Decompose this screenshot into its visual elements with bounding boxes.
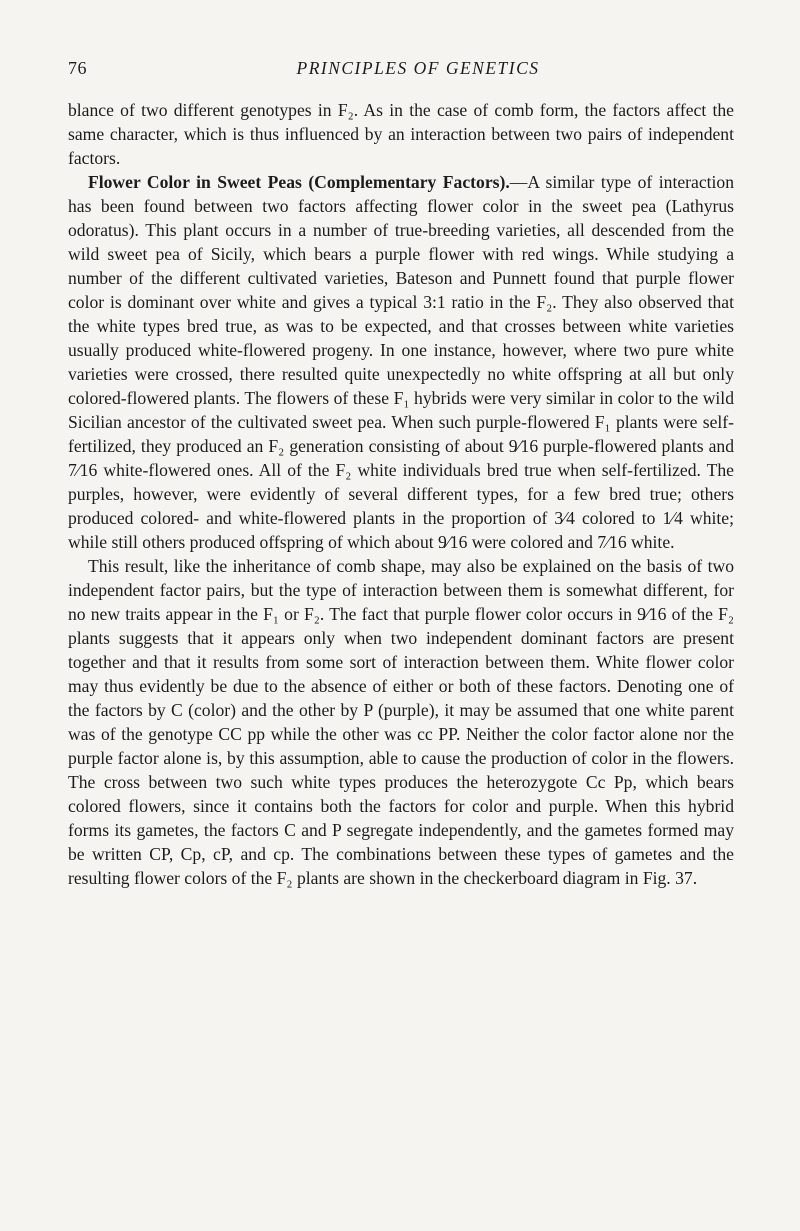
running-head (68, 58, 738, 88)
section-heading: Flower Color in Sweet Peas (Complementary Factors). (88, 172, 510, 192)
paragraph-2-text: —A similar type of interaction has been found between two factors affecting flower color in the sweet pea (Lathyrus odoratus). This plant occurs in a number of true-breeding varieties, all descended from the wild sweet pea of Sicily, which bears a purple flower with red wings. While studying a number of the different cultivated varieties, Bateson and Punnett found that purple flower color is dominant over white and gives a typical 3:1 ratio in the F₂. They also observed that the white types bred true, as was to be expected, and that crosses between white varieties usually produced white-flowered progeny. In one instance, however, where two pure white varieties were crossed, there resulted quite unexpectedly no white offspring at all but only colored-flowered plants. The flowers of these F₁ hybrids were very similar in color to the wild Sicilian ancestor of the cultivated sweet pea. When such purple-flowered F₁ plants were self-fertilized, they produced an F₂ generation consisting of about 9⁄16 purple-flowered plants and 7⁄16 white-flowered ones. All of the F₂ white individuals bred true when self-fertilized. The purples, however, were evidently of several different types, for a few bred true; others produced colored- and white-flowered plants in the proportion of 3⁄4 colored to 1⁄4 white; while still others produced offspring of which about 9⁄16 were colored and 7⁄16 white. (68, 172, 734, 552)
paragraph-3: This result, like the inheritance of comb shape, may also be explained on the basis of two independent factor pairs, but the type of interaction between them is somewhat different, for no new traits appear in the F₁ or F₂. The fact that purple flower color occurs in 9⁄16 of the F₂ plants suggests that it appears only when two independent dominant factors are present together and that it results from some sort of interaction between them. White flower color may thus evidently be due to the absence of either or both of these factors. Denoting one of the factors by C (color) and the other by P (purple), it may be assumed that one white parent was of the genotype CC pp while the other was cc PP. Neither the color factor alone nor the purple factor alone is, by this assumption, able to cause the production of color in the flowers. The cross between two such white types produces the heterozygote Cc Pp, which bears colored flowers, since it contains both the factors for color and purple. When this hybrid forms its gametes, the factors C and P segregate independently, and the gametes formed may be written CP, Cp, cP, and cp. The combinations between these types of gametes and the resulting flower colors of the F₂ plants are shown in the checkerboard diagram in Fig. 37. (68, 556, 734, 888)
running-title: PRINCIPLES OF GENETICS (296, 58, 540, 78)
paragraph-1: blance of two different genotypes in F₂. As in the case of comb form, the factors affect the same character, which is thus influenced by an interaction between two pairs of independent factors. (68, 100, 734, 168)
paragraph-2 (68, 170, 734, 554)
body-text (68, 98, 734, 890)
page-number: 76 (68, 58, 87, 78)
